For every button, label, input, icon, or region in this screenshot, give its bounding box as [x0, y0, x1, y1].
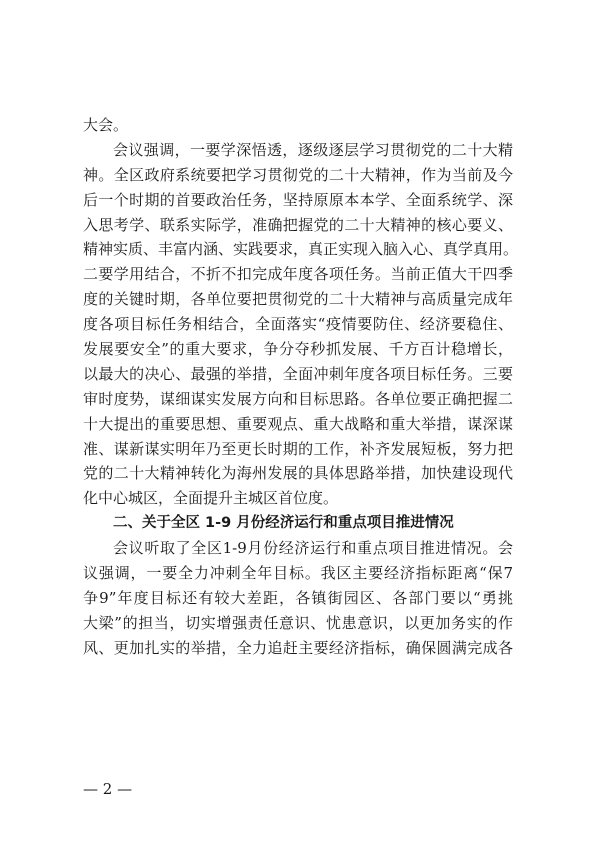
text-line: 会议听取了全区1-9月份经济运行和重点项目推进情况。会: [113, 539, 513, 558]
text-line: 二要学用结合，不折不扣完成年度各项任务。当前正值大干四季: [83, 265, 513, 284]
text-line: 争9”年度目标还有较大差距，各镇街园区、各部门要以“勇挑: [83, 588, 513, 607]
text-line: 发展要安全”的重大要求，争分夺秒抓发展、千方百计稳增长，: [83, 340, 513, 359]
text-line: 精神实质、丰富内涵、实践要求，真正实现入脑入心、真学真用。: [83, 240, 519, 259]
document-body: [83, 113, 519, 661]
text-line: 风、更加扎实的举措，全力追赶主要经济指标，确保圆满完成各: [83, 638, 513, 657]
text-line: 大会。: [83, 116, 129, 134]
text-line: 大梁”的担当，切实增强责任意识、忧患意识，以更加务实的作: [83, 613, 513, 632]
text-line: 议强调，一要全力冲刺全年目标。我区主要经济指标距离“保7: [83, 564, 513, 583]
text-line: 入思考学、联系实际学，准确把握党的二十大精神的核心要义、: [83, 215, 513, 234]
text-line: 十大提出的重要思想、重要观点、重大战略和重大举措，谋深谋: [83, 414, 513, 433]
page-number: — 2 —: [83, 780, 133, 798]
text-line: 审时度势，谋细谋实发展方向和目标思路。各单位要正确把握二: [83, 389, 513, 408]
text-line: 党的二十大精神转化为海州发展的具体思路举措，加快建设现代: [83, 464, 513, 483]
section-heading: 二、关于全区 1-9 月份经济运行和重点项目推进情况: [113, 515, 454, 532]
text-line: 化中心城区，全面提升主城区首位度。: [83, 489, 339, 508]
text-line: 度各项目标任务相结合，全面落实“疫情要防住、经济要稳住、: [83, 315, 513, 334]
text-line: 神。全区政府系统要把学习贯彻党的二十大精神，作为当前及今: [83, 165, 513, 184]
text-line: 度的关键时期，各单位要把贯彻党的二十大精神与高质量完成年: [83, 290, 513, 309]
text-line: 准、谋新谋实明年乃至更长时期的工作，补齐发展短板，努力把: [83, 439, 513, 458]
text-line: 以最大的决心、最强的举措，全面冲刺年度各项目标任务。三要: [83, 364, 513, 383]
text-line: 后一个时期的首要政治任务，坚持原原本本学、全面系统学、深: [83, 190, 513, 209]
text-line: 会议强调，一要学深悟透，逐级逐层学习贯彻党的二十大精: [113, 140, 513, 159]
